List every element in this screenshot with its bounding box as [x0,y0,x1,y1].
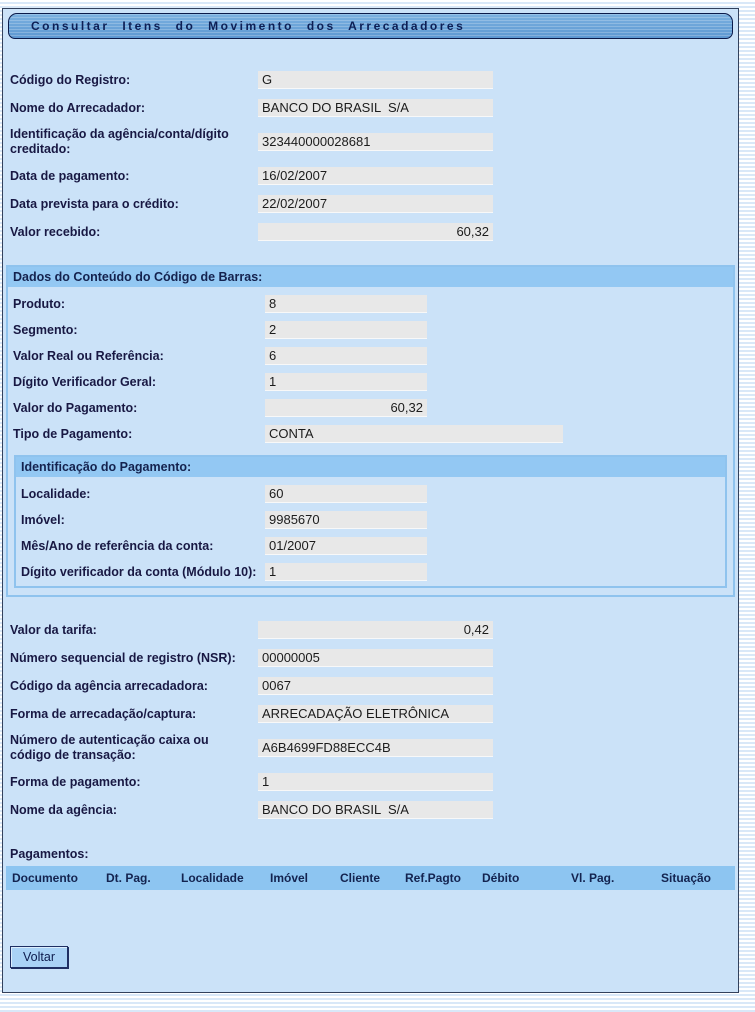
field-row-forma-pagamento [10,773,738,791]
localidade-field[interactable]: 60 [265,485,427,503]
field-row-localidade [21,485,725,503]
column-header-situacao: Situação [661,871,712,885]
field-row-data-prevista [10,195,738,213]
codigo-registro-field[interactable]: G [258,71,493,89]
field-row-numero-autenticacao [10,733,738,763]
field-row-forma-arrecadacao [10,705,738,723]
field-label: Valor recebido: [10,224,101,239]
payments-table-body [3,890,738,938]
valor-pagamento-field[interactable]: 60,32 [265,399,427,417]
field-label: Código do Registro: [10,72,131,87]
payment-id-section-header: Identificação do Pagamento: [16,457,725,477]
field-label: Imóvel: [21,512,65,527]
data-pagamento-field[interactable]: 16/02/2007 [258,167,493,185]
identificacao-agencia-field[interactable]: 323440000028681 [258,133,493,151]
segmento-field[interactable]: 2 [265,321,427,339]
column-header-dt-pag: Dt. Pag. [106,871,151,885]
field-label: Valor do Pagamento: [13,400,138,415]
field-row-tipo-pagamento [13,425,733,443]
column-header-vl-pag: Vl. Pag. [571,871,615,885]
digito-verificador-conta-field[interactable]: 1 [265,563,427,581]
column-header-imovel: Imóvel [270,871,309,885]
data-prevista-field[interactable]: 22/02/2007 [258,195,493,213]
column-header-ref-pagto: Ref.Pagto [405,871,462,885]
produto-field[interactable]: 8 [265,295,427,313]
valor-recebido-field[interactable]: 60,32 [258,223,493,241]
field-row-mes-ano-referencia [21,537,725,555]
field-row-valor-tarifa [10,621,738,639]
field-row-nome-agencia [10,801,738,819]
field-row-digito-verificador-conta [21,563,725,581]
field-row-nsr [10,649,738,667]
column-header-localidade: Localidade [181,871,244,885]
field-label: Valor da tarifa: [10,622,97,637]
field-row-digito-geral [13,373,733,391]
forma-pagamento-field[interactable]: 1 [258,773,493,791]
field-label: Valor Real ou Referência: [13,348,164,363]
nsr-field[interactable]: 00000005 [258,649,493,667]
field-label: Identificação da agência/conta/dígito creditado: [10,127,229,156]
field-row-codigo-agencia [10,677,738,695]
barcode-section [6,265,735,597]
barcode-section-header: Dados do Conteúdo do Código de Barras: [8,267,733,287]
field-label: Localidade: [21,486,91,501]
field-label: Código da agência arrecadadora: [10,678,208,693]
digito-geral-field[interactable]: 1 [265,373,427,391]
field-row-segmento [13,321,733,339]
field-label: Forma de pagamento: [10,774,141,789]
payment-id-section [14,455,727,588]
field-label: Dígito verificador da conta (Módulo 10): [21,564,257,579]
page-title: Consultar Itens do Movimento dos Arrecadadores [31,19,466,33]
voltar-button[interactable]: Voltar [10,946,68,968]
field-label: Segmento: [13,322,78,337]
field-label: Dígito Verificador Geral: [13,374,157,389]
field-row-imovel [21,511,725,529]
nome-arrecadador-field[interactable]: BANCO DO BRASIL S/A [258,99,493,117]
field-label: Nome do Arrecadador: [10,100,145,115]
payments-label: Pagamentos: [10,847,89,861]
imovel-field[interactable]: 9985670 [265,511,427,529]
column-header-debito: Débito [482,871,520,885]
field-label: Produto: [13,296,66,311]
page-title-bar [8,13,733,39]
main-panel [2,8,739,993]
column-header-documento: Documento [12,871,78,885]
field-row-codigo-registro [10,71,738,89]
field-label: Mês/Ano de referência da conta: [21,538,214,553]
codigo-agencia-field[interactable]: 0067 [258,677,493,695]
field-label: Número de autenticação caixa ou código de transação: [10,733,209,762]
valor-tarifa-field[interactable]: 0,42 [258,621,493,639]
column-header-cliente: Cliente [340,871,381,885]
field-row-nome-arrecadador [10,99,738,117]
field-label: Data de pagamento: [10,168,130,183]
field-label: Forma de arrecadação/captura: [10,706,197,721]
field-row-valor-pagamento [13,399,733,417]
numero-autenticacao-field[interactable]: A6B4699FD88ECC4B [258,739,493,757]
mes-ano-referencia-field[interactable]: 01/2007 [265,537,427,555]
forma-arrecadacao-field[interactable]: ARRECADAÇÃO ELETRÔNICA [258,705,493,723]
field-label: Nome da agência: [10,802,117,817]
field-row-valor-real [13,347,733,365]
field-label: Data prevista para o crédito: [10,196,179,211]
tipo-pagamento-field[interactable]: CONTA [265,425,563,443]
valor-real-field[interactable]: 6 [265,347,427,365]
payments-table-header [6,866,735,890]
field-label: Tipo de Pagamento: [13,426,133,441]
field-label: Número sequencial de registro (NSR): [10,650,236,665]
field-row-identificacao-agencia [10,127,738,157]
field-row-valor-recebido [10,223,738,241]
nome-agencia-field[interactable]: BANCO DO BRASIL S/A [258,801,493,819]
field-row-produto [13,295,733,313]
field-row-data-pagamento [10,167,738,185]
